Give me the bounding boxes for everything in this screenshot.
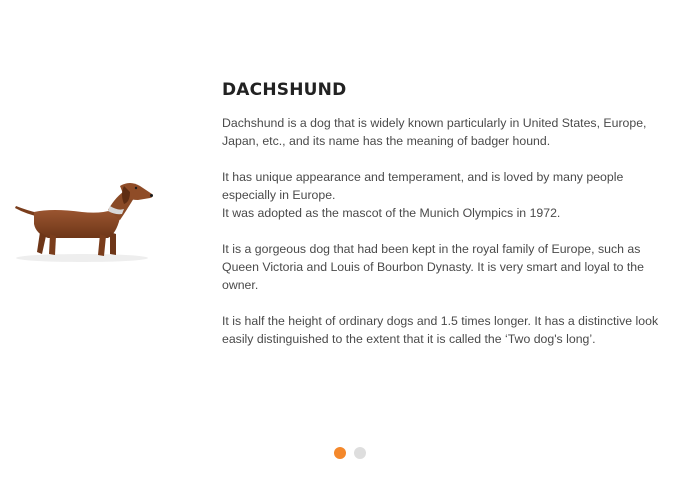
slide-title: DACHSHUND xyxy=(222,80,347,100)
paragraph-line: It is half the height of ordinary dogs and 1.5 times longer. It has a distinctive look easily distinguished to the extent that it is called the ‘Two dog's long’. xyxy=(222,314,659,346)
paragraph-line: It has unique appearance and temperament, and is loved by many people especially in Europe. xyxy=(222,170,624,202)
slide-paragraph xyxy=(222,240,677,294)
paragraph-line: It was adopted as the mascot of the Munich Olympics in 1972. xyxy=(222,206,561,220)
paragraph-line: It is a gorgeous dog that had been kept in the royal family of Europe, such as Queen Victoria and Louis of Bourbon Dynasty. It is very smart and loyal to the owner. xyxy=(222,242,644,292)
dachshund-image xyxy=(12,176,158,266)
pagination-dot-2[interactable] xyxy=(354,447,366,459)
carousel-pagination xyxy=(334,447,366,459)
paragraph-line: Dachshund is a dog that is widely known particularly in United States, Europe, Japan, etc., and its name has the meaning of badger hound. xyxy=(222,116,647,148)
pagination-dot-1[interactable] xyxy=(334,447,346,459)
slide-content xyxy=(222,78,677,348)
slide-paragraph xyxy=(222,114,677,150)
slide-paragraph xyxy=(222,168,677,222)
slide-paragraph xyxy=(222,312,677,348)
